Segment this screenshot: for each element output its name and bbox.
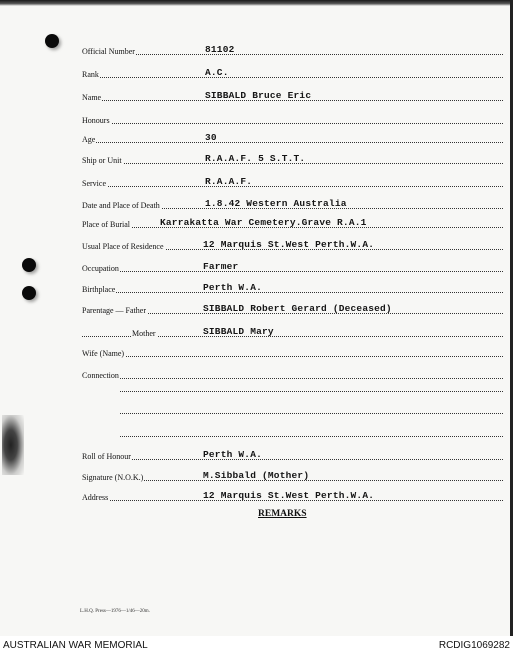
connection-blank-line [120, 390, 503, 392]
field-value: 81102 [205, 44, 235, 55]
field-address [82, 489, 503, 503]
field-label: Age [82, 135, 96, 144]
field-value: 1.8.42 Western Australia [205, 198, 347, 209]
field-signature [82, 469, 503, 483]
field-value: R.A.A.F. [205, 176, 253, 187]
field-value: R.A.A.F. 5 S.T.T. [205, 153, 306, 164]
field-label: Roll of Honour [82, 452, 131, 461]
field-label: Wife (Name) [82, 349, 125, 358]
connection-blank-line [120, 412, 503, 414]
field-place-of-burial [82, 216, 503, 230]
field-label: Honours [82, 116, 110, 125]
field-occupation [82, 260, 503, 274]
field-father [82, 302, 503, 316]
field-usual-residence [82, 238, 503, 252]
field-value: Perth W.A. [203, 449, 263, 460]
punch-hole-icon [22, 258, 36, 272]
field-value: SIBBALD Robert Gerard (Deceased) [203, 303, 392, 314]
punch-hole-icon [45, 34, 59, 48]
field-label: Place of Burial [82, 220, 130, 229]
field-wife [82, 345, 503, 359]
printer-imprint: L.H.Q. Press—1976—1/46—20m. [80, 609, 150, 614]
field-name [82, 89, 503, 103]
field-value: M.Sibbald (Mother) [203, 470, 310, 481]
field-date-place-of-death [82, 197, 503, 211]
punch-hole-icon [22, 286, 36, 300]
field-value: Karrakatta War Cemetery.Grave R.A.1 [160, 217, 367, 228]
field-label: Address [82, 493, 109, 502]
field-service [82, 175, 503, 189]
field-label: Connection [82, 371, 119, 380]
field-rank [82, 66, 503, 80]
field-label: Rank [82, 70, 99, 79]
field-value: 12 Marquis St.West Perth.W.A. [203, 239, 375, 250]
field-label: Occupation [82, 264, 119, 273]
field-birthplace [82, 281, 503, 295]
field-label: Ship or Unit [82, 156, 122, 165]
field-label: Parentage — Father [82, 306, 146, 315]
scan-edge-top [0, 0, 513, 6]
field-value: 12 Marquis St.West Perth.W.A. [203, 490, 375, 501]
field-official-number [82, 43, 503, 57]
field-value: 30 [205, 132, 217, 143]
field-label: Name [82, 93, 102, 102]
field-value: A.C. [205, 67, 229, 78]
field-value: SIBBALD Mary [203, 326, 274, 337]
field-value: SIBBALD Bruce Eric [205, 90, 312, 101]
footer-institution: AUSTRALIAN WAR MEMORIAL [3, 640, 148, 651]
field-value: Farmer [203, 261, 239, 272]
remarks-heading: REMARKS [258, 509, 307, 519]
field-label: Date and Place of Death [82, 201, 160, 210]
field-mother [82, 325, 503, 339]
ink-blot [2, 415, 24, 475]
archive-footer [0, 636, 513, 654]
field-roll-of-honour [82, 448, 503, 462]
field-connection [82, 367, 503, 381]
field-value: Perth W.A. [203, 282, 263, 293]
field-label: Service [82, 179, 106, 188]
field-honours [82, 112, 503, 126]
connection-blank-line [120, 435, 503, 437]
field-age [82, 131, 503, 145]
footer-record-id: RCDIG1069282 [438, 640, 510, 651]
field-label: Mother [132, 329, 156, 338]
field-label: Official Number [82, 47, 135, 56]
field-label: Signature (N.O.K.) [82, 473, 144, 482]
field-label: Birthplace [82, 285, 116, 294]
field-ship-or-unit [82, 152, 503, 166]
field-label: Usual Place of Residence [82, 242, 164, 251]
